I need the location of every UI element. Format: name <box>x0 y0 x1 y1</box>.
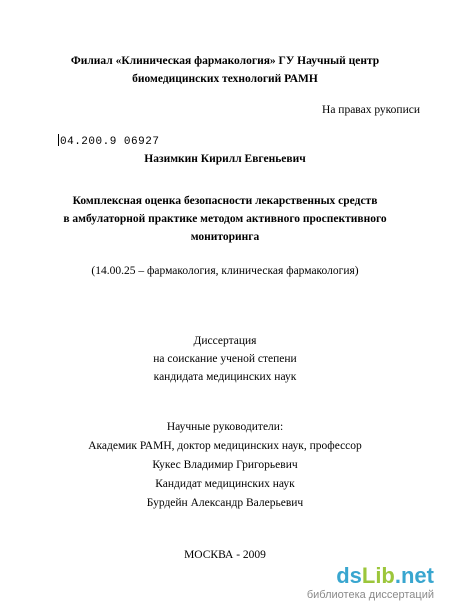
degree-line-3: кандидата медицинских наук <box>153 371 297 383</box>
degree-line-1: Диссертация <box>193 335 257 347</box>
dslib-watermark-logo <box>274 564 444 604</box>
manuscript-note: На правах рукописи <box>322 104 420 116</box>
title-line-3: мониторинга <box>190 231 260 243</box>
title-line-2: в амбулаторной практике методом активного проспективного <box>63 213 387 225</box>
header-line-1: Филиал «Клиническая фармакология» ГУ Научный центр <box>70 55 380 67</box>
city-year: МОСКВА - 2009 <box>184 549 266 561</box>
title-line-1: Комплексная оценка безопасности лекарственных средств <box>72 195 378 207</box>
supervisor-line-2: Кукес Владимир Григорьевич <box>152 459 298 471</box>
watermark-lib: Lib <box>361 563 395 588</box>
registration-stamp <box>58 134 159 148</box>
specialty-code: (14.00.25 – фармакология, клиническая фармакология) <box>91 265 359 277</box>
watermark-net: .net <box>394 563 434 588</box>
supervisors-heading: Научные руководители: <box>166 421 284 433</box>
header-line-2: биомедицинских технологий РАМН <box>132 73 318 85</box>
author-name: Назимкин Кирилл Евгеньевич <box>144 153 306 165</box>
degree-line-2: на соискание ученой степени <box>153 353 297 365</box>
stamp-bar <box>58 134 59 146</box>
watermark-ds: ds <box>336 563 362 588</box>
watermark-subtitle: библиотека диссертаций <box>306 589 434 601</box>
supervisor-line-3: Кандидат медицинских наук <box>155 478 295 490</box>
supervisor-line-1: Академик РАМН, доктор медицинских наук, профессор <box>88 440 362 452</box>
supervisor-line-4: Бурдейн Александр Валерьевич <box>146 497 304 509</box>
stamp-number: 04.200.9 06927 <box>60 136 160 148</box>
watermark-brand <box>274 564 434 588</box>
